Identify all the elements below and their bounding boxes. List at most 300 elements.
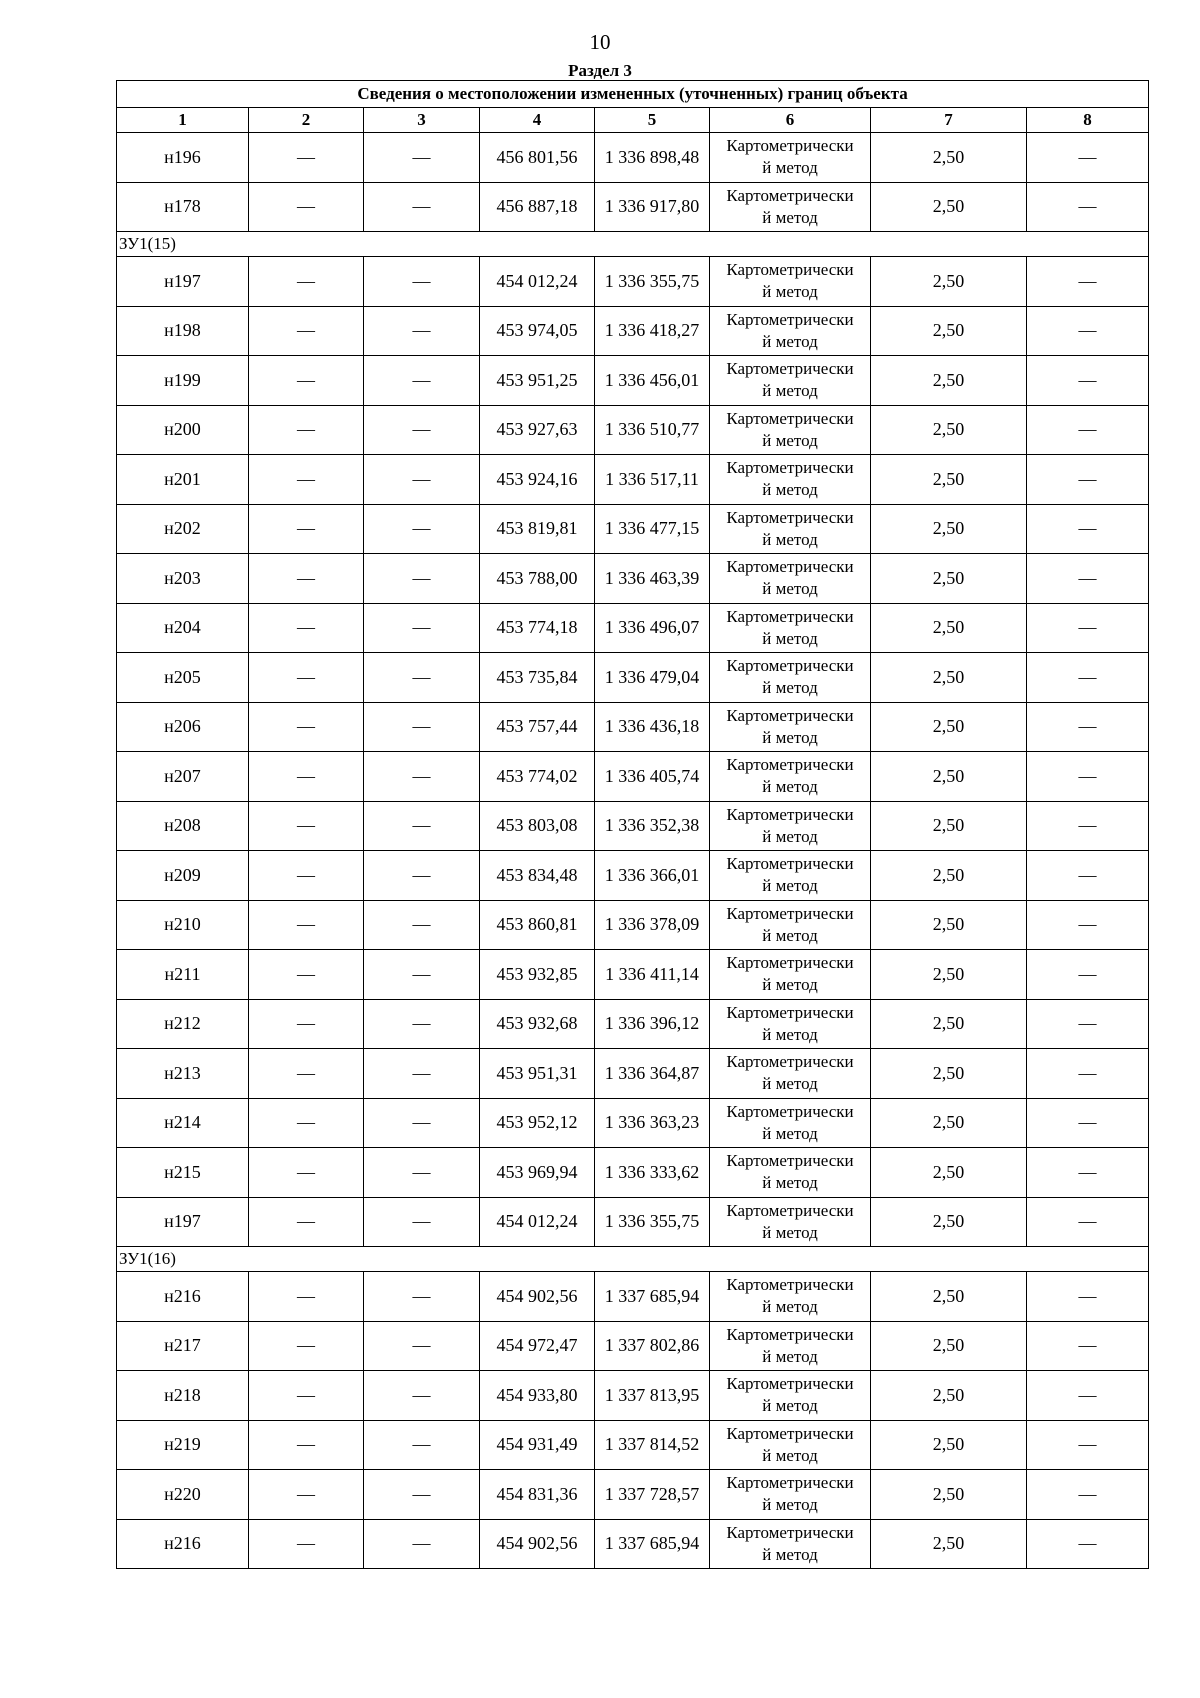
point-number-cell: н210: [117, 900, 249, 950]
column-3-cell: —: [364, 1049, 480, 1099]
column-2-cell: —: [249, 306, 364, 356]
column-3-cell: —: [364, 1197, 480, 1247]
accuracy-cell: 2,50: [871, 801, 1027, 851]
column-3-cell: —: [364, 306, 480, 356]
table-row: [117, 356, 1149, 406]
column-3-cell: —: [364, 702, 480, 752]
column-2-cell: —: [249, 554, 364, 604]
method-line-1: Картометрически: [726, 309, 854, 329]
method-line-1: Картометрически: [726, 507, 854, 527]
column-3-cell: —: [364, 603, 480, 653]
column-8-cell: —: [1027, 1098, 1149, 1148]
accuracy-cell: 2,50: [871, 1519, 1027, 1569]
column-8-cell: —: [1027, 603, 1149, 653]
method-cell: [710, 702, 871, 752]
point-number-cell: н211: [117, 950, 249, 1000]
method-line-1: Картометрически: [726, 1374, 854, 1394]
x-coordinate-cell: 454 902,56: [480, 1272, 595, 1322]
table-row: [117, 1420, 1149, 1470]
column-8-cell: —: [1027, 1049, 1149, 1099]
y-coordinate-cell: 1 336 352,38: [595, 801, 710, 851]
method-line-1: Картометрически: [726, 1324, 854, 1344]
column-8-cell: —: [1027, 182, 1149, 232]
column-3-cell: —: [364, 1098, 480, 1148]
column-2-cell: —: [249, 752, 364, 802]
x-coordinate-cell: 453 932,68: [480, 999, 595, 1049]
method-line-2: й метод: [762, 158, 818, 178]
point-number-cell: н215: [117, 1148, 249, 1198]
column-2-cell: —: [249, 1049, 364, 1099]
column-3-cell: —: [364, 455, 480, 505]
column-3-cell: —: [364, 1321, 480, 1371]
y-coordinate-cell: 1 336 917,80: [595, 182, 710, 232]
column-3-cell: —: [364, 653, 480, 703]
method-line-2: й метод: [762, 1346, 818, 1366]
column-2-cell: —: [249, 504, 364, 554]
method-cell: [710, 1272, 871, 1322]
x-coordinate-cell: 454 933,80: [480, 1371, 595, 1421]
method-cell: [710, 653, 871, 703]
method-line-2: й метод: [762, 826, 818, 846]
method-line-2: й метод: [762, 480, 818, 500]
column-2-cell: —: [249, 603, 364, 653]
method-cell: [710, 1321, 871, 1371]
column-number: 6: [710, 108, 871, 133]
method-line-2: й метод: [762, 282, 818, 302]
point-number-cell: н203: [117, 554, 249, 604]
table-row: [117, 1197, 1149, 1247]
method-line-2: й метод: [762, 628, 818, 648]
method-line-2: й метод: [762, 777, 818, 797]
y-coordinate-cell: 1 336 366,01: [595, 851, 710, 901]
column-2-cell: —: [249, 1098, 364, 1148]
method-line-1: Картометрически: [726, 1101, 854, 1121]
table-row: [117, 1272, 1149, 1322]
x-coordinate-cell: 453 788,00: [480, 554, 595, 604]
column-2-cell: —: [249, 851, 364, 901]
point-number-cell: н218: [117, 1371, 249, 1421]
column-8-cell: —: [1027, 306, 1149, 356]
point-number-cell: н213: [117, 1049, 249, 1099]
table-row: [117, 1098, 1149, 1148]
accuracy-cell: 2,50: [871, 1470, 1027, 1520]
method-line-2: й метод: [762, 727, 818, 747]
column-3-cell: —: [364, 182, 480, 232]
column-2-cell: —: [249, 455, 364, 505]
column-8-cell: —: [1027, 1321, 1149, 1371]
method-cell: [710, 257, 871, 307]
point-number-cell: н217: [117, 1321, 249, 1371]
column-2-cell: —: [249, 900, 364, 950]
point-number-cell: н198: [117, 306, 249, 356]
accuracy-cell: 2,50: [871, 1272, 1027, 1322]
accuracy-cell: 2,50: [871, 900, 1027, 950]
accuracy-cell: 2,50: [871, 1098, 1027, 1148]
column-3-cell: —: [364, 1371, 480, 1421]
method-line-2: й метод: [762, 331, 818, 351]
table-row: [117, 1470, 1149, 1520]
x-coordinate-cell: 453 735,84: [480, 653, 595, 703]
y-coordinate-cell: 1 336 363,23: [595, 1098, 710, 1148]
column-8-cell: —: [1027, 752, 1149, 802]
column-number: 8: [1027, 108, 1149, 133]
column-number: 7: [871, 108, 1027, 133]
accuracy-cell: 2,50: [871, 752, 1027, 802]
y-coordinate-cell: 1 336 364,87: [595, 1049, 710, 1099]
x-coordinate-cell: 453 774,02: [480, 752, 595, 802]
point-number-cell: н216: [117, 1272, 249, 1322]
x-coordinate-cell: 453 803,08: [480, 801, 595, 851]
column-8-cell: —: [1027, 1371, 1149, 1421]
column-2-cell: —: [249, 1321, 364, 1371]
point-number-cell: н212: [117, 999, 249, 1049]
column-3-cell: —: [364, 1519, 480, 1569]
method-line-2: й метод: [762, 678, 818, 698]
method-cell: [710, 851, 871, 901]
column-2-cell: —: [249, 257, 364, 307]
table-row: [117, 900, 1149, 950]
table-row: [117, 851, 1149, 901]
method-line-1: Картометрически: [726, 854, 854, 874]
column-3-cell: —: [364, 801, 480, 851]
method-cell: [710, 306, 871, 356]
column-8-cell: —: [1027, 504, 1149, 554]
point-number-cell: н219: [117, 1420, 249, 1470]
method-cell: [710, 504, 871, 554]
method-cell: [710, 1519, 871, 1569]
y-coordinate-cell: 1 336 355,75: [595, 257, 710, 307]
column-number: 1: [117, 108, 249, 133]
method-cell: [710, 1049, 871, 1099]
accuracy-cell: 2,50: [871, 1371, 1027, 1421]
column-3-cell: —: [364, 950, 480, 1000]
accuracy-cell: 2,50: [871, 1321, 1027, 1371]
method-line-1: Картометрически: [726, 804, 854, 824]
x-coordinate-cell: 454 902,56: [480, 1519, 595, 1569]
column-8-cell: —: [1027, 653, 1149, 703]
x-coordinate-cell: 453 774,18: [480, 603, 595, 653]
accuracy-cell: 2,50: [871, 1420, 1027, 1470]
table-row: [117, 257, 1149, 307]
column-8-cell: —: [1027, 356, 1149, 406]
column-8-cell: —: [1027, 257, 1149, 307]
column-8-cell: —: [1027, 554, 1149, 604]
y-coordinate-cell: 1 336 411,14: [595, 950, 710, 1000]
x-coordinate-cell: 453 974,05: [480, 306, 595, 356]
point-number-cell: н208: [117, 801, 249, 851]
method-line-1: Картометрически: [726, 1522, 854, 1542]
table-row: [117, 306, 1149, 356]
y-coordinate-cell: 1 336 418,27: [595, 306, 710, 356]
method-cell: [710, 455, 871, 505]
column-8-cell: —: [1027, 801, 1149, 851]
point-number-cell: н197: [117, 1197, 249, 1247]
column-2-cell: —: [249, 1272, 364, 1322]
column-8-cell: —: [1027, 851, 1149, 901]
column-2-cell: —: [249, 1519, 364, 1569]
x-coordinate-cell: 453 927,63: [480, 405, 595, 455]
method-line-1: Картометрически: [726, 557, 854, 577]
accuracy-cell: 2,50: [871, 653, 1027, 703]
method-cell: [710, 603, 871, 653]
x-coordinate-cell: 453 952,12: [480, 1098, 595, 1148]
y-coordinate-cell: 1 337 685,94: [595, 1272, 710, 1322]
method-line-1: Картометрически: [726, 185, 854, 205]
column-number-row: [117, 108, 1149, 133]
column-8-cell: —: [1027, 133, 1149, 183]
method-line-2: й метод: [762, 430, 818, 450]
column-2-cell: —: [249, 1420, 364, 1470]
column-3-cell: —: [364, 1420, 480, 1470]
y-coordinate-cell: 1 336 436,18: [595, 702, 710, 752]
column-8-cell: —: [1027, 999, 1149, 1049]
method-cell: [710, 1371, 871, 1421]
y-coordinate-cell: 1 336 456,01: [595, 356, 710, 406]
column-number: 4: [480, 108, 595, 133]
accuracy-cell: 2,50: [871, 306, 1027, 356]
boundary-coordinates-table: [116, 80, 1149, 1569]
point-number-cell: н199: [117, 356, 249, 406]
column-8-cell: —: [1027, 1197, 1149, 1247]
accuracy-cell: 2,50: [871, 133, 1027, 183]
method-line-2: й метод: [762, 381, 818, 401]
column-2-cell: —: [249, 1371, 364, 1421]
method-cell: [710, 1197, 871, 1247]
column-3-cell: —: [364, 1148, 480, 1198]
method-line-2: й метод: [762, 975, 818, 995]
point-number-cell: н206: [117, 702, 249, 752]
method-line-1: Картометрически: [726, 1423, 854, 1443]
column-8-cell: —: [1027, 405, 1149, 455]
x-coordinate-cell: 454 931,49: [480, 1420, 595, 1470]
point-number-cell: н204: [117, 603, 249, 653]
column-2-cell: —: [249, 133, 364, 183]
method-line-1: Картометрически: [726, 1002, 854, 1022]
point-number-cell: н201: [117, 455, 249, 505]
x-coordinate-cell: 453 951,31: [480, 1049, 595, 1099]
column-3-cell: —: [364, 752, 480, 802]
table-row: [117, 653, 1149, 703]
x-coordinate-cell: 454 972,47: [480, 1321, 595, 1371]
page-number: 10: [589, 30, 611, 54]
method-cell: [710, 182, 871, 232]
column-3-cell: —: [364, 554, 480, 604]
method-cell: [710, 554, 871, 604]
column-8-cell: —: [1027, 1519, 1149, 1569]
y-coordinate-cell: 1 337 814,52: [595, 1420, 710, 1470]
column-8-cell: —: [1027, 1272, 1149, 1322]
point-number-cell: н202: [117, 504, 249, 554]
method-line-2: й метод: [762, 1123, 818, 1143]
method-cell: [710, 1470, 871, 1520]
accuracy-cell: 2,50: [871, 356, 1027, 406]
y-coordinate-cell: 1 337 685,94: [595, 1519, 710, 1569]
column-3-cell: —: [364, 851, 480, 901]
accuracy-cell: 2,50: [871, 455, 1027, 505]
x-coordinate-cell: 454 012,24: [480, 257, 595, 307]
x-coordinate-cell: 453 860,81: [480, 900, 595, 950]
table-row: [117, 133, 1149, 183]
method-cell: [710, 950, 871, 1000]
column-3-cell: —: [364, 1470, 480, 1520]
method-line-2: й метод: [762, 1445, 818, 1465]
table-row: [117, 702, 1149, 752]
column-2-cell: —: [249, 999, 364, 1049]
section-title: Раздел 3: [568, 61, 632, 80]
accuracy-cell: 2,50: [871, 950, 1027, 1000]
method-line-1: Картометрически: [726, 1473, 854, 1493]
column-3-cell: —: [364, 405, 480, 455]
table-row: [117, 405, 1149, 455]
y-coordinate-cell: 1 337 813,95: [595, 1371, 710, 1421]
table-row: [117, 182, 1149, 232]
accuracy-cell: 2,50: [871, 851, 1027, 901]
column-3-cell: —: [364, 999, 480, 1049]
x-coordinate-cell: 453 757,44: [480, 702, 595, 752]
y-coordinate-cell: 1 336 477,15: [595, 504, 710, 554]
method-line-2: й метод: [762, 1495, 818, 1515]
table-body: [117, 133, 1149, 1569]
x-coordinate-cell: 453 932,85: [480, 950, 595, 1000]
y-coordinate-cell: 1 336 496,07: [595, 603, 710, 653]
method-line-2: й метод: [762, 1222, 818, 1242]
column-number: 2: [249, 108, 364, 133]
column-2-cell: —: [249, 1470, 364, 1520]
method-cell: [710, 133, 871, 183]
column-2-cell: —: [249, 950, 364, 1000]
column-3-cell: —: [364, 257, 480, 307]
table-row: [117, 1321, 1149, 1371]
column-8-cell: —: [1027, 455, 1149, 505]
method-line-1: Картометрически: [726, 1052, 854, 1072]
method-cell: [710, 900, 871, 950]
column-2-cell: —: [249, 356, 364, 406]
method-line-1: Картометрически: [726, 1275, 854, 1295]
method-line-1: Картометрически: [726, 260, 854, 280]
column-8-cell: —: [1027, 1148, 1149, 1198]
point-number-cell: н214: [117, 1098, 249, 1148]
x-coordinate-cell: 454 012,24: [480, 1197, 595, 1247]
table-row: [117, 554, 1149, 604]
column-8-cell: —: [1027, 702, 1149, 752]
y-coordinate-cell: 1 336 355,75: [595, 1197, 710, 1247]
method-line-1: Картометрически: [726, 136, 854, 156]
point-number-cell: н197: [117, 257, 249, 307]
method-line-2: й метод: [762, 1396, 818, 1416]
point-number-cell: н205: [117, 653, 249, 703]
method-line-1: Картометрически: [726, 656, 854, 676]
x-coordinate-cell: 453 834,48: [480, 851, 595, 901]
y-coordinate-cell: 1 336 479,04: [595, 653, 710, 703]
table-caption-row: [117, 81, 1149, 108]
method-line-2: й метод: [762, 1024, 818, 1044]
column-3-cell: —: [364, 504, 480, 554]
method-cell: [710, 999, 871, 1049]
method-line-2: й метод: [762, 1074, 818, 1094]
x-coordinate-cell: 453 924,16: [480, 455, 595, 505]
method-line-2: й метод: [762, 207, 818, 227]
method-cell: [710, 1420, 871, 1470]
column-8-cell: —: [1027, 950, 1149, 1000]
group-label: ЗУ1(16): [117, 1247, 1149, 1272]
table-caption: Сведения о местоположении измененных (уточненных) границ объекта: [117, 81, 1149, 108]
method-cell: [710, 752, 871, 802]
column-number: 3: [364, 108, 480, 133]
table-row: [117, 1148, 1149, 1198]
method-line-1: Картометрически: [726, 705, 854, 725]
method-line-2: й метод: [762, 579, 818, 599]
y-coordinate-cell: 1 336 510,77: [595, 405, 710, 455]
table-row: [117, 455, 1149, 505]
table-row: [117, 1371, 1149, 1421]
y-coordinate-cell: 1 336 378,09: [595, 900, 710, 950]
column-2-cell: —: [249, 702, 364, 752]
point-number-cell: н178: [117, 182, 249, 232]
x-coordinate-cell: 456 887,18: [480, 182, 595, 232]
column-2-cell: —: [249, 1148, 364, 1198]
accuracy-cell: 2,50: [871, 702, 1027, 752]
point-number-cell: н196: [117, 133, 249, 183]
x-coordinate-cell: 453 969,94: [480, 1148, 595, 1198]
column-8-cell: —: [1027, 1470, 1149, 1520]
table-row: [117, 603, 1149, 653]
y-coordinate-cell: 1 336 463,39: [595, 554, 710, 604]
column-2-cell: —: [249, 653, 364, 703]
x-coordinate-cell: 456 801,56: [480, 133, 595, 183]
accuracy-cell: 2,50: [871, 554, 1027, 604]
column-8-cell: —: [1027, 1420, 1149, 1470]
y-coordinate-cell: 1 336 517,11: [595, 455, 710, 505]
method-cell: [710, 405, 871, 455]
column-number: 5: [595, 108, 710, 133]
column-2-cell: —: [249, 182, 364, 232]
point-number-cell: н216: [117, 1519, 249, 1569]
method-line-1: Картометрически: [726, 606, 854, 626]
method-line-2: й метод: [762, 1173, 818, 1193]
method-line-1: Картометрически: [726, 1151, 854, 1171]
y-coordinate-cell: 1 336 405,74: [595, 752, 710, 802]
table-row: [117, 1049, 1149, 1099]
method-line-2: й метод: [762, 925, 818, 945]
point-number-cell: н200: [117, 405, 249, 455]
method-line-1: Картометрически: [726, 1200, 854, 1220]
table-row: [117, 504, 1149, 554]
table-row: [117, 752, 1149, 802]
group-header-row: [117, 232, 1149, 257]
method-line-2: й метод: [762, 876, 818, 896]
method-line-1: Картометрически: [726, 458, 854, 478]
method-line-2: й метод: [762, 1544, 818, 1564]
y-coordinate-cell: 1 336 396,12: [595, 999, 710, 1049]
point-number-cell: н220: [117, 1470, 249, 1520]
point-number-cell: н207: [117, 752, 249, 802]
y-coordinate-cell: 1 336 898,48: [595, 133, 710, 183]
column-2-cell: —: [249, 801, 364, 851]
accuracy-cell: 2,50: [871, 603, 1027, 653]
method-cell: [710, 1148, 871, 1198]
table-row: [117, 1519, 1149, 1569]
column-3-cell: —: [364, 900, 480, 950]
table-row: [117, 801, 1149, 851]
method-cell: [710, 1098, 871, 1148]
x-coordinate-cell: 454 831,36: [480, 1470, 595, 1520]
column-3-cell: —: [364, 356, 480, 406]
x-coordinate-cell: 453 819,81: [480, 504, 595, 554]
method-line-1: Картометрически: [726, 903, 854, 923]
point-number-cell: н209: [117, 851, 249, 901]
table-row: [117, 950, 1149, 1000]
accuracy-cell: 2,50: [871, 999, 1027, 1049]
